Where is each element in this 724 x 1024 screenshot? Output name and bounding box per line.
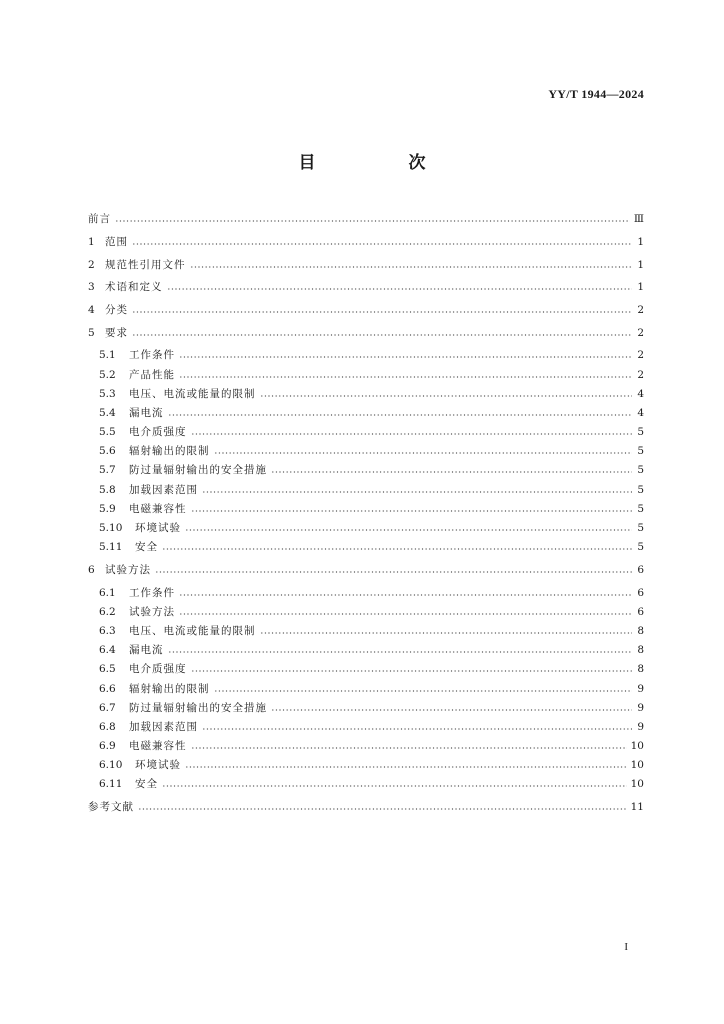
toc-entry-number: 6.4 [99, 644, 116, 657]
toc-entry-number: 6.1 [99, 586, 116, 599]
toc-entry-number: 5.8 [99, 483, 116, 496]
page-title: 目 次 [298, 153, 464, 173]
toc-entry-page: 8 [637, 624, 644, 637]
toc-entry-label: 加载因素范围 [129, 720, 198, 733]
toc-entry-number: 1 [88, 235, 95, 248]
toc-entry-number: 6.7 [99, 701, 116, 714]
table-of-contents [88, 206, 644, 813]
toc-entry-page: 10 [630, 778, 644, 791]
toc-entry-number: 5.1 [99, 349, 116, 362]
toc-entry-label: 漏电流 [129, 644, 164, 657]
toc-entry[interactable] [88, 400, 644, 419]
toc-entry-number: 6.11 [99, 778, 123, 791]
toc-entry-label: 术语和定义 [105, 281, 163, 294]
toc-entry-label: 防过量辐射输出的安全措施 [129, 464, 267, 477]
toc-entry[interactable] [88, 599, 644, 618]
dot-leader [162, 548, 632, 550]
toc-entry-number: 6.2 [99, 605, 116, 618]
dot-leader [214, 452, 633, 454]
toc-entry-label: 产品性能 [129, 368, 175, 381]
toc-entry[interactable] [88, 733, 644, 752]
toc-entry[interactable] [88, 675, 644, 694]
dot-leader [162, 785, 627, 787]
toc-entry-label: 加载因素范围 [129, 483, 198, 496]
toc-entry-page: 9 [637, 682, 644, 695]
toc-entry-page: 5 [637, 464, 644, 477]
dot-leader [271, 709, 632, 711]
toc-entry-number: 5.3 [99, 387, 116, 400]
toc-entry-page: 10 [630, 740, 644, 753]
toc-entry[interactable] [88, 319, 644, 338]
toc-entry-page: 2 [637, 303, 644, 316]
dot-leader [260, 632, 633, 634]
dot-leader [185, 529, 632, 531]
toc-entry-label: 范围 [105, 235, 128, 248]
toc-entry[interactable] [88, 457, 644, 476]
toc-entry[interactable] [88, 752, 644, 771]
standard-number: YY/T 1944—2024 [548, 87, 644, 101]
toc-entry-label: 分类 [105, 303, 128, 316]
toc-entry[interactable] [88, 515, 644, 534]
toc-entry-label: 参考文献 [88, 801, 134, 814]
dot-leader [168, 414, 633, 416]
toc-entry[interactable] [88, 557, 644, 576]
toc-entry-page: 1 [637, 281, 644, 294]
toc-entry[interactable] [88, 714, 644, 733]
toc-entry[interactable] [88, 637, 644, 656]
toc-entry[interactable] [88, 274, 644, 293]
toc-entry-label: 规范性引用文件 [105, 258, 186, 271]
toc-entry-label: 工作条件 [129, 586, 175, 599]
toc-entry[interactable] [88, 618, 644, 637]
toc-entry-page: 9 [637, 720, 644, 733]
toc-entry[interactable] [88, 496, 644, 515]
toc-entry-page: 5 [637, 445, 644, 458]
toc-entry-label: 试验方法 [129, 605, 175, 618]
toc-entry-page: 5 [637, 502, 644, 515]
toc-entry[interactable] [88, 361, 644, 380]
toc-entry-label: 环境试验 [135, 759, 181, 772]
toc-entry-number: 5.5 [99, 426, 116, 439]
toc-entry-label: 安全 [135, 778, 158, 791]
toc-entry-label: 试验方法 [105, 563, 151, 576]
toc-entry-page: 1 [637, 235, 644, 248]
dot-leader [138, 808, 627, 810]
toc-entry[interactable] [88, 297, 644, 316]
toc-entry-number: 5.11 [99, 541, 123, 554]
toc-entry[interactable] [88, 438, 644, 457]
dot-leader [191, 510, 633, 512]
dot-leader [271, 471, 632, 473]
toc-entry-page: 5 [637, 426, 644, 439]
dot-leader [191, 433, 633, 435]
toc-entry-number: 6.8 [99, 720, 116, 733]
toc-entry-page: 9 [637, 701, 644, 714]
toc-entry-number: 3 [88, 281, 95, 294]
dot-leader [190, 266, 633, 268]
dot-leader [132, 311, 632, 313]
dot-leader [155, 571, 632, 573]
toc-entry-page: 5 [637, 483, 644, 496]
toc-entry-number: 4 [88, 303, 95, 316]
dot-leader [214, 690, 633, 692]
toc-entry-number: 5.10 [99, 522, 123, 534]
toc-entry[interactable] [88, 656, 644, 675]
toc-entry-label: 电介质强度 [129, 663, 187, 676]
toc-entry-page: 4 [637, 387, 644, 400]
toc-entry-page: 2 [637, 349, 644, 362]
toc-entry-number: 5.2 [99, 368, 116, 381]
toc-entry-page: 6 [637, 563, 644, 576]
dot-leader [202, 491, 632, 493]
toc-entry-label: 电磁兼容性 [129, 740, 187, 753]
dot-leader [179, 356, 632, 358]
toc-entry[interactable] [88, 794, 644, 813]
toc-entry-number: 6.10 [99, 759, 123, 772]
toc-entry[interactable] [88, 342, 644, 361]
toc-entry[interactable] [88, 579, 644, 598]
toc-entry-page: 6 [637, 586, 644, 599]
toc-entry-label: 电介质强度 [129, 426, 187, 439]
toc-entry-number: 5.7 [99, 464, 116, 477]
toc-entry-number: 2 [88, 258, 95, 271]
toc-entry-page: 1 [637, 258, 644, 271]
toc-entry-number: 6.9 [99, 740, 116, 753]
toc-entry-label: 工作条件 [129, 349, 175, 362]
toc-entry-number: 5.9 [99, 502, 116, 515]
toc-entry-page: 6 [637, 605, 644, 618]
toc-entry-page: 10 [630, 759, 644, 772]
dot-leader [132, 243, 632, 245]
toc-entry-label: 电压、电流或能量的限制 [129, 387, 256, 400]
toc-entry[interactable] [88, 419, 644, 438]
toc-entry-number: 6 [88, 563, 95, 576]
toc-entry[interactable] [88, 229, 644, 248]
toc-entry-page: 8 [637, 644, 644, 657]
toc-entry-page: 11 [630, 801, 644, 814]
toc-entry-number: 5 [88, 326, 95, 339]
toc-entry-label: 漏电流 [129, 406, 164, 419]
toc-entry-label: 环境试验 [135, 522, 181, 534]
dot-leader [179, 376, 632, 378]
toc-entry-label: 要求 [105, 326, 128, 339]
dot-leader [202, 728, 632, 730]
dot-leader [167, 288, 633, 290]
toc-entry[interactable] [88, 251, 644, 270]
toc-entry-page: 4 [637, 406, 644, 419]
toc-entry[interactable] [88, 534, 644, 553]
dot-leader [179, 613, 632, 615]
toc-entry-page: 2 [637, 326, 644, 339]
toc-entry-number: 6.5 [99, 663, 116, 676]
toc-entry-label: 电压、电流或能量的限制 [129, 624, 256, 637]
toc-entry[interactable] [88, 695, 644, 714]
toc-entry-page: 5 [637, 522, 644, 534]
toc-entry-label: 安全 [135, 541, 158, 554]
toc-entry[interactable] [88, 206, 644, 225]
dot-leader [115, 220, 630, 222]
page-number: I [624, 941, 628, 953]
toc-entry-label: 电磁兼容性 [129, 502, 187, 515]
toc-entry[interactable] [88, 381, 644, 400]
dot-leader [168, 651, 633, 653]
toc-entry-number: 6.3 [99, 624, 116, 637]
toc-entry-page: 2 [637, 368, 644, 381]
toc-entry-page: 5 [637, 541, 644, 554]
dot-leader [179, 594, 632, 596]
toc-entry-label: 防过量辐射输出的安全措施 [129, 701, 267, 714]
toc-entry-page: Ⅲ [633, 213, 644, 226]
toc-entry-label: 前言 [88, 213, 111, 226]
dot-leader [260, 395, 633, 397]
toc-entry-number: 5.6 [99, 445, 116, 458]
dot-leader [191, 747, 627, 749]
toc-entry[interactable] [88, 771, 644, 790]
toc-entry-number: 6.6 [99, 682, 116, 695]
toc-entry-number: 5.4 [99, 406, 116, 419]
dot-leader [132, 334, 632, 336]
dot-leader [191, 670, 633, 672]
toc-entry-label: 辐射输出的限制 [129, 445, 210, 458]
toc-entry-label: 辐射输出的限制 [129, 682, 210, 695]
dot-leader [185, 766, 627, 768]
toc-entry-page: 8 [637, 663, 644, 676]
toc-entry[interactable] [88, 476, 644, 495]
